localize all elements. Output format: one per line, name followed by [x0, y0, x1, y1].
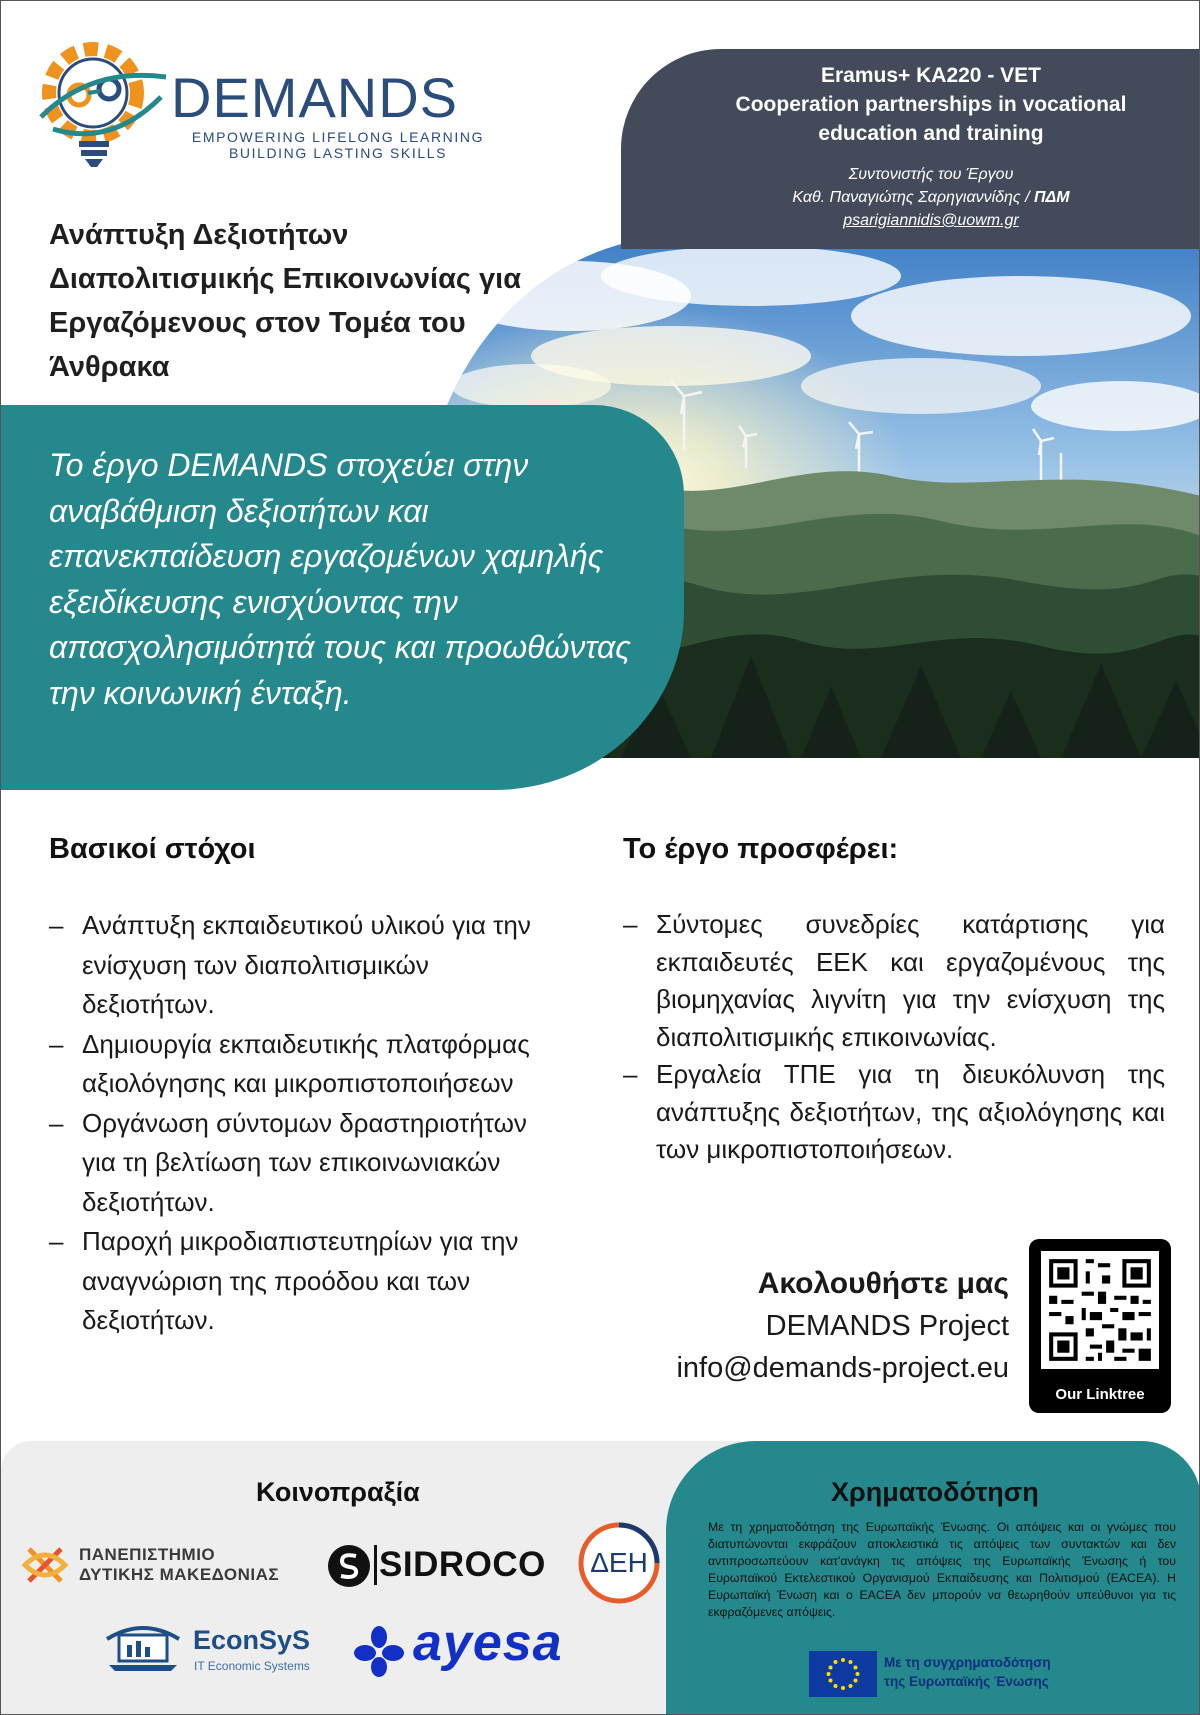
qr-caption: Our Linktree: [1055, 1386, 1145, 1403]
uowm-knot-icon: [21, 1541, 69, 1589]
funding-disclaimer: Με τη χρηματοδότηση της Ευρωπαϊκής Ένωσης. Οι απόψεις και οι γνώμες που διατυπώνονται εκφράζουν αποκλειστικά τις απόψεις των συντακτών και δεν αντιπροσωπεύουν κατ'ανάγκη τις απόψεις της Ευρωπαϊκής Ένωσης ή του Ευρωπαϊκού Εκτελεστικού Οργανισμού Εκπαίδευσης και Πολιτισμού (EACEA). Η Ευρωπαϊκή Ένωση και ο EACEA δεν μπορούν να θεωρηθούν υπεύθυνοι για τις εκφραζόμενες απόψεις.: [708, 1520, 1176, 1619]
follow-us: [676, 1263, 1009, 1389]
logo-tagline-2: BUILDING LASTING SKILLS: [228, 145, 448, 161]
list-item: – Οργάνωση σύντομων δραστηριοτήτων για τη βελτίωση των επικοινωνιακών δεξιοτήτων.: [49, 1104, 559, 1223]
coordinator-info: [681, 163, 1181, 232]
econsys-subtitle: IT Economic Systems: [194, 1659, 310, 1673]
offers-heading: Το έργο προσφέρει:: [623, 833, 899, 865]
list-item: – Παροχή μικροδιαπιστευτηρίων για την αναγνώριση της προόδου και των δεξιοτήτων.: [49, 1222, 559, 1341]
eu-cofunded-text: Με τη συγχρηματοδότηση της Ευρωπαϊκής Ένωσης: [884, 1655, 1051, 1689]
partner-econsys-logo: [101, 1619, 321, 1679]
sidroco-s-icon: [326, 1543, 372, 1589]
coordinator-name: Καθ. Παναγιώτης Σαρηγιαννίδης / ΠΔΜ: [792, 189, 1070, 206]
ayesa-name: ayesa: [413, 1614, 563, 1672]
list-item: – Εργαλεία ΤΠΕ για τη διευκόλυνση της ανάπτυξης δεξιοτήτων, της αξιολόγησης και των μικροπιστοποιήσεων.: [623, 1056, 1165, 1169]
uowm-name: ΠΑΝΕΠΙΣΤΗΜΙΟ ΔΥΤΙΚΗΣ ΜΑΚΕΔΟΝΙΑΣ: [79, 1545, 280, 1584]
eu-flag-icon: [809, 1651, 877, 1697]
ayesa-petal-icon: [351, 1623, 407, 1679]
partner-ayesa-logo: [351, 1614, 611, 1683]
logo-wordmark: DEMANDS: [171, 66, 459, 129]
funding-heading: Χρηματοδότηση: [831, 1477, 1039, 1507]
goals-list: [49, 906, 559, 1341]
programme-info: Eramus+ KA220 - VET Cooperation partnerships in vocational education and training: [735, 64, 1127, 145]
intro-panel: [1, 405, 684, 790]
econsys-laptop-icon: [101, 1619, 185, 1675]
list-item: – Δημιουργία εκπαιδευτικής πλατφόρμας αξιολόγησης και μικροπιστοποιήσεων: [49, 1025, 559, 1104]
logo-tagline-1: EMPOWERING LIFELONG LEARNING: [191, 129, 485, 145]
offers-list: [623, 906, 1165, 1169]
coordinator-email-link[interactable]: psarigiannidis@uowm.gr: [843, 212, 1019, 229]
goals-heading: Βασικοί στόχοι: [49, 833, 256, 865]
list-item: – Ανάπτυξη εκπαιδευτικού υλικού για την ενίσχυση των διαπολιτισμικών δεξιοτήτων.: [49, 906, 559, 1025]
partner-deh-logo: [575, 1519, 663, 1607]
econsys-name: EconSyS: [193, 1625, 311, 1655]
programme-header: [621, 49, 1200, 249]
list-item: – Σύντομες συνεδρίες κατάρτισης για εκπαιδευτές ΕΕΚ και εργαζομένους της βιομηχανίας λιγνίτη για την ενίσχυση της διαπολιτισμικής επικοινωνίας.: [623, 906, 1165, 1056]
page-title: Ανάπτυξη Δεξιοτήτων Διαπολιτισμικής Επικοινωνίας για Εργαζόμενους στον Τομέα του Άνθρακα: [49, 219, 522, 383]
partner-sidroco-logo: [326, 1541, 546, 1591]
eu-cofunded-badge: [809, 1649, 1169, 1699]
demands-logo: [31, 37, 491, 177]
consortium-heading: Κοινοπραξία: [256, 1477, 420, 1507]
linktree-qr[interactable]: [1029, 1239, 1171, 1413]
project-name: DEMANDS Project: [765, 1310, 1009, 1342]
deh-name: ΔΕΗ: [590, 1547, 648, 1578]
partner-uowm-logo: [21, 1541, 306, 1591]
qr-code-icon: [1041, 1251, 1159, 1369]
sidroco-name: SIDROCO: [379, 1545, 546, 1584]
contact-email-link[interactable]: info@demands-project.eu: [676, 1352, 1009, 1384]
coordinator-label: Συντονιστής του Έργου: [848, 166, 1014, 183]
gear-bulb-icon: [31, 37, 171, 177]
follow-heading: Ακολουθήστε μας: [757, 1267, 1009, 1300]
intro-text: Το έργο DEMANDS στοχεύει στην αναβάθμιση δεξιοτήτων και επανεκπαίδευση εργαζομένων χαμηλής εξειδίκευσης ενισχύοντας την απασχολησιμότητά τους και προωθώντας την κοινωνική ένταξη.: [49, 447, 631, 711]
